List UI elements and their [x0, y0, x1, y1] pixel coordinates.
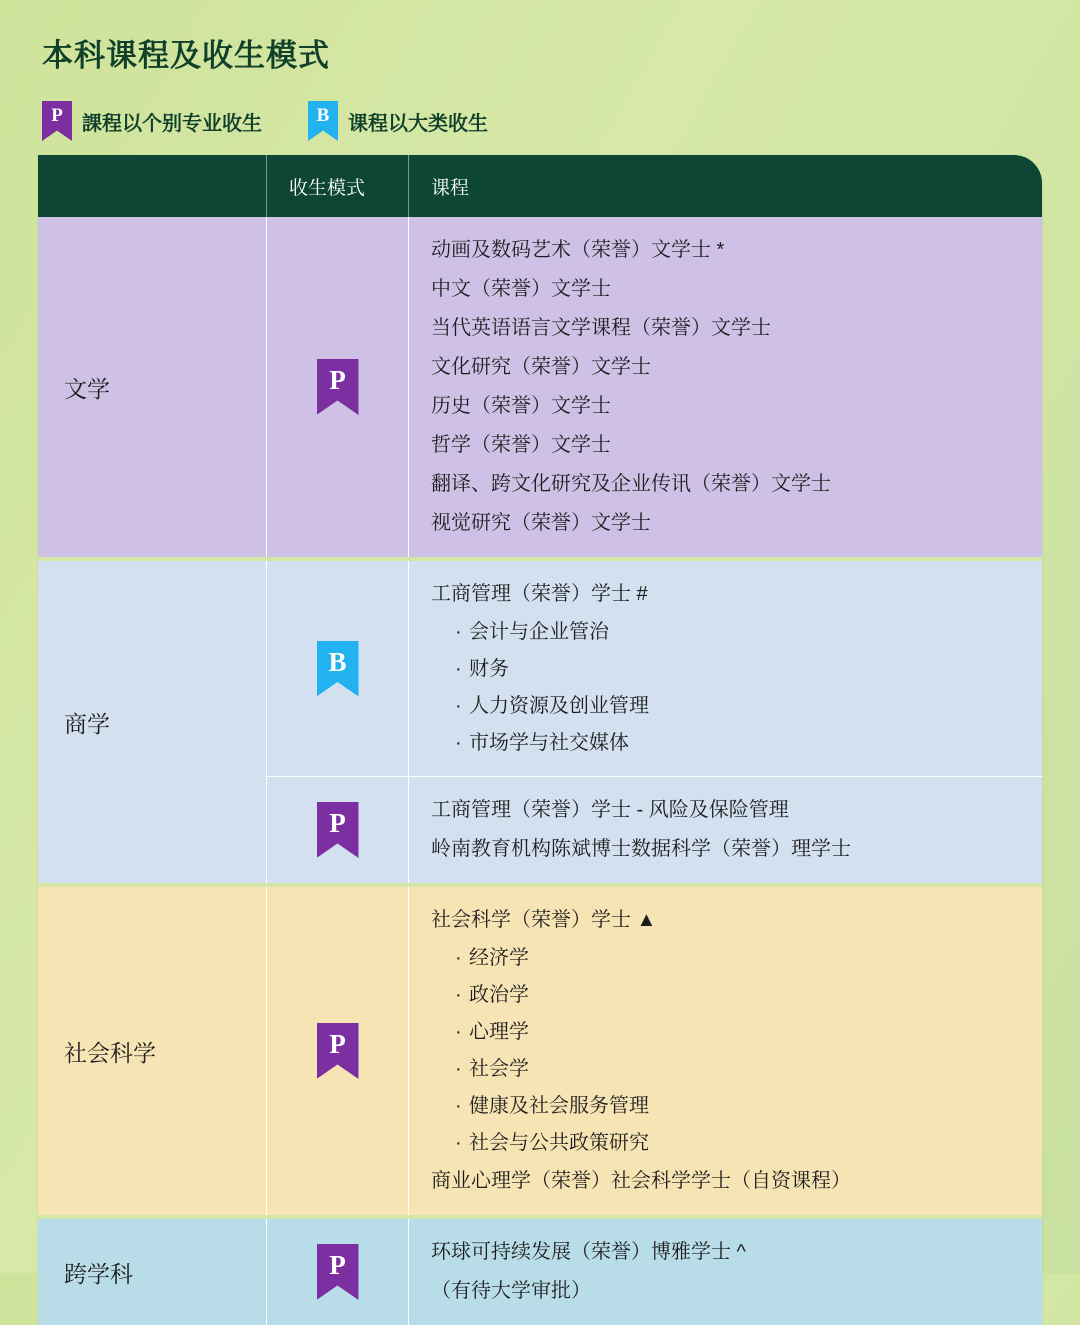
programme-stream — [431, 1088, 1024, 1125]
programme-stream-label: 财务 — [469, 658, 509, 680]
programme-stream-label: 社会与公共政策研究 — [469, 1132, 649, 1154]
bullet-icon: · — [455, 1095, 462, 1117]
programme-list — [408, 887, 1042, 1215]
programme-stream-label: 人力资源及创业管理 — [469, 695, 649, 717]
programme-name: 动画及数码艺术（荣誉）文学士 * — [431, 239, 725, 261]
table-row — [38, 561, 1042, 887]
ribbon-letter: P — [329, 808, 346, 838]
row-groups — [266, 887, 1042, 1215]
programme-name: 视觉研究（荣誉）文学士 — [431, 512, 651, 534]
ribbon-letter: P — [51, 105, 63, 126]
bullet-icon: · — [455, 658, 462, 680]
programme-list — [408, 777, 1042, 883]
programme-name: 环球可持续发展（荣誉）博雅学士 ^ — [431, 1241, 746, 1263]
programme-stream-label: 会计与企业管治 — [469, 621, 609, 643]
row-groups — [266, 561, 1042, 883]
programme-list — [408, 561, 1042, 776]
bullet-icon: · — [455, 732, 462, 754]
programme-stream-label: 健康及社会服务管理 — [469, 1095, 649, 1117]
programme-name: 文化研究（荣誉）文学士 — [431, 356, 651, 378]
ribbon-letter: P — [329, 1250, 346, 1280]
admission-mode-cell — [266, 561, 408, 776]
legend-item-broad — [308, 101, 488, 141]
bullet-icon: · — [455, 1058, 462, 1080]
ribbon-letter: B — [328, 646, 347, 677]
header-admission-mode: 收生模式 — [266, 155, 408, 217]
programme-name: 中文（荣誉）文学士 — [431, 278, 611, 300]
programmes-table — [38, 155, 1042, 1325]
table-header-row — [38, 155, 1042, 217]
legend-label-individual: 課程以个别专业收生 — [82, 112, 262, 135]
programme-name: 岭南教育机构陈斌博士数据科学（荣誉）理学士 — [431, 838, 851, 860]
programme-name: 哲学（荣誉）文学士 — [431, 434, 611, 456]
programme-group — [266, 887, 1042, 1215]
programme-stream-label: 社会学 — [469, 1058, 529, 1080]
programme-stream — [431, 1051, 1024, 1088]
programme-name: （有待大学审批） — [431, 1280, 591, 1302]
header-faculty — [38, 155, 266, 217]
programme-name: 翻译、跨文化研究及企业传讯（荣誉）文学士 — [431, 473, 831, 495]
table-row — [38, 887, 1042, 1219]
legend-label-broad: 课程以大类收生 — [348, 112, 488, 135]
programme-stream — [431, 1125, 1024, 1162]
row-groups — [266, 1219, 1042, 1325]
bullet-icon: · — [455, 621, 462, 643]
ribbon-p-icon — [317, 1244, 359, 1300]
table-row — [38, 1219, 1042, 1325]
bullet-icon: · — [455, 947, 462, 969]
bullet-icon: · — [455, 695, 462, 717]
bullet-icon: · — [455, 984, 462, 1006]
table-row — [38, 217, 1042, 561]
programme-stream — [431, 940, 1024, 977]
faculty-name: 文学 — [64, 375, 110, 402]
programme-list — [408, 217, 1042, 557]
table-body — [38, 217, 1042, 1325]
faculty-name: 商学 — [64, 710, 110, 737]
admission-mode-cell — [266, 217, 408, 557]
programme-list — [408, 1219, 1042, 1325]
ribbon-letter: B — [316, 105, 330, 126]
bullet-icon: · — [455, 1132, 462, 1154]
bullet-icon: · — [455, 1021, 462, 1043]
faculty-name: 跨学科 — [64, 1260, 133, 1287]
row-groups — [266, 217, 1042, 557]
programme-stream — [431, 977, 1024, 1014]
programme-stream — [431, 725, 1024, 762]
ribbon-letter: P — [329, 1029, 346, 1059]
header-programme: 课程 — [408, 155, 1042, 217]
programme-name: 社会科学（荣誉）学士 ▲ — [431, 909, 657, 931]
ribbon-p-icon — [317, 802, 359, 858]
page-title: 本科课程及收生模式 — [42, 38, 330, 73]
programme-stream — [431, 614, 1024, 651]
programme-stream — [431, 1014, 1024, 1051]
ribbon-letter: P — [329, 365, 346, 395]
ribbon-b-icon — [317, 641, 359, 697]
programme-name: 历史（荣誉）文学士 — [431, 395, 611, 417]
admission-mode-cell — [266, 777, 408, 883]
admission-mode-cell — [266, 887, 408, 1215]
programme-group — [266, 561, 1042, 776]
programme-stream-label: 市场学与社交媒体 — [469, 732, 629, 754]
programme-group — [266, 1219, 1042, 1325]
programme-stream-label: 政治学 — [469, 984, 529, 1006]
programme-stream — [431, 688, 1024, 725]
ribbon-b-icon — [308, 101, 338, 141]
programme-group — [266, 776, 1042, 883]
programme-name: 工商管理（荣誉）学士 # — [431, 583, 648, 605]
admission-mode-cell — [266, 1219, 408, 1325]
legend — [42, 101, 1042, 141]
programme-stream-label: 心理学 — [469, 1021, 529, 1043]
ribbon-p-icon — [317, 359, 359, 415]
ribbon-p-icon — [317, 1023, 359, 1079]
programme-group — [266, 217, 1042, 557]
programme-name: 当代英语语言文学课程（荣誉）文学士 — [431, 317, 771, 339]
faculty-name: 社会科学 — [64, 1039, 156, 1066]
programme-stream-label: 经济学 — [469, 947, 529, 969]
legend-item-individual — [42, 101, 262, 141]
programme-stream — [431, 651, 1024, 688]
programme-name: 商业心理学（荣誉）社会科学学士（自资课程） — [431, 1170, 851, 1192]
programme-name: 工商管理（荣誉）学士 - 风险及保险管理 — [431, 799, 789, 821]
ribbon-p-icon — [42, 101, 72, 141]
